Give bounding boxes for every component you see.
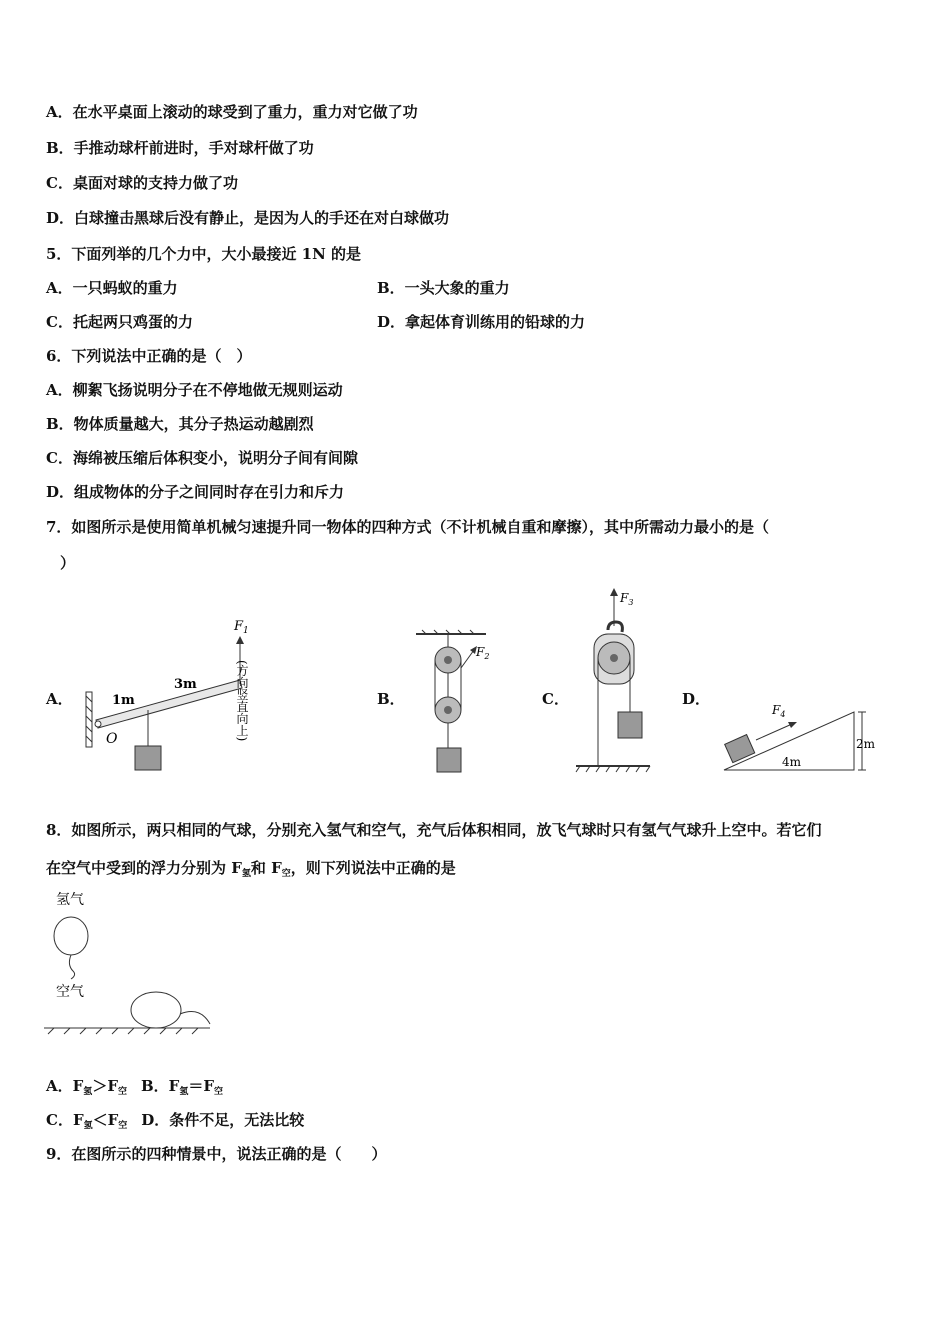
- q8-stem-line1: 8．如图所示，两只相同的气球，分别充入氢气和空气，充气后体积相同，放飞气球时只有氢气气球升上空中。若它们: [46, 821, 822, 839]
- q6-option-a: A．柳絮飞扬说明分子在不停地做无规则运动: [46, 381, 343, 399]
- q8-stem-line2: [46, 858, 456, 881]
- f3-subscript: 3: [628, 598, 634, 607]
- f1-subscript: 1: [243, 626, 249, 636]
- q8-text: 和 F: [250, 859, 282, 877]
- q7-stem-line2: ）: [60, 554, 76, 572]
- q8-option-b: ＝F: [188, 1077, 214, 1095]
- air-balloon: [131, 992, 181, 1028]
- q8-balloon-figure: [40, 886, 220, 1036]
- q7-fig-label-a: A．: [46, 690, 73, 708]
- length-1m: 1m: [112, 693, 135, 708]
- pivot-point: [95, 721, 101, 727]
- weight-block: [437, 748, 461, 772]
- f4-subscript: 4: [780, 710, 786, 719]
- q8-option-b: B．F: [140, 1077, 180, 1095]
- length-3m: 3m: [174, 677, 197, 692]
- weight-block: [135, 746, 161, 770]
- q7-fig-label-d: D．: [682, 690, 711, 708]
- subscript-air: 空: [117, 1087, 127, 1097]
- subscript-air: 空: [281, 869, 291, 879]
- q4-option-c: C．桌面对球的支持力做了功: [46, 174, 238, 192]
- hydrogen-balloon: [54, 917, 88, 955]
- q8-option-c: ＜F: [92, 1111, 119, 1129]
- force-arrow-f4: [756, 724, 792, 740]
- q8-option-a: ＞F: [92, 1077, 118, 1095]
- q7-figure-a-lever: [80, 612, 280, 780]
- subscript-hydrogen: 氢: [241, 869, 251, 879]
- q8-option-d: D．条件不足，无法比较: [141, 1111, 305, 1129]
- q6-stem: 6．下列说法中正确的是（ ）: [46, 347, 252, 365]
- f3-letter: F: [620, 591, 629, 605]
- q8-text: ，则下列说法中正确的是: [290, 859, 456, 877]
- subscript-hydrogen: 氢: [83, 1087, 93, 1097]
- q5-stem: 5．下面列举的几个力中，大小最接近 1N 的是: [46, 245, 362, 263]
- q5-option-d: D．拿起体育训练用的铅球的力: [377, 313, 586, 331]
- direction-note: (方向竖直向上): [235, 660, 249, 742]
- force-label-f2: [475, 645, 489, 661]
- q8-text: 在空气中受到的浮力分别为 F: [46, 859, 242, 877]
- q5-option-a: A．一只蚂蚁的重力: [46, 279, 178, 297]
- q4-option-a: A．在水平桌面上滚动的球受到了重力，重力对它做了功: [46, 103, 418, 121]
- q8-options-ab: [46, 1076, 223, 1099]
- q7-figure-d-incline: [718, 696, 888, 778]
- q9-stem: 9．在图所示的四种情景中，说法正确的是（ ）: [46, 1145, 387, 1163]
- q7-fig-label-c: C．: [542, 690, 569, 708]
- q6-option-c: C．海绵被压缩后体积变小，说明分子间有间隙: [46, 449, 358, 467]
- q7-stem-line1: 7．如图所示是使用简单机械匀速提升同一物体的四种方式（不计机械自重和摩擦），其中所需动力最小的是（: [46, 518, 769, 536]
- pivot-label: O: [106, 731, 118, 747]
- force-label-f4: [771, 703, 785, 719]
- q7-fig-label-b: B．: [377, 690, 405, 708]
- air-label: 空气: [56, 984, 84, 1000]
- q4-option-b: B．手推动球杆前进时，手对球杆做了功: [46, 139, 314, 157]
- f1-letter: F: [234, 619, 244, 634]
- f2-subscript: 2: [484, 652, 490, 661]
- f4-letter: F: [772, 703, 781, 717]
- q5-option-b: B．一头大象的重力: [377, 279, 510, 297]
- q7-figure-b-pulley-system: [410, 628, 500, 778]
- q8-option-a: A．F: [46, 1077, 84, 1095]
- subscript-hydrogen: 氢: [179, 1087, 189, 1097]
- force-label-f1: [233, 619, 249, 636]
- q5-option-c: C．托起两只鸡蛋的力: [46, 313, 193, 331]
- q8-option-c: C．F: [46, 1111, 84, 1129]
- weight-block: [618, 712, 642, 738]
- subscript-air: 空: [213, 1087, 223, 1097]
- f2-letter: F: [476, 645, 485, 659]
- force-label-f3: [619, 591, 633, 607]
- force-arrow-f2: [461, 650, 474, 668]
- hydrogen-label: 氢气: [56, 892, 84, 908]
- subscript-air: 空: [118, 1121, 128, 1131]
- q6-option-b: B．物体质量越大，其分子热运动越剧烈: [46, 415, 314, 433]
- height-label: 2m: [856, 737, 876, 751]
- q6-option-d: D．组成物体的分子之间同时存在引力和斥力: [46, 483, 345, 501]
- q4-option-d: D．白球撞击黑球后没有静止，是因为人的手还在对白球做功: [46, 209, 450, 227]
- q8-options-cd: [46, 1110, 304, 1133]
- base-length-label: 4m: [782, 755, 802, 769]
- q7-figure-c-pulley: [570, 586, 660, 776]
- subscript-hydrogen: 氢: [83, 1121, 93, 1131]
